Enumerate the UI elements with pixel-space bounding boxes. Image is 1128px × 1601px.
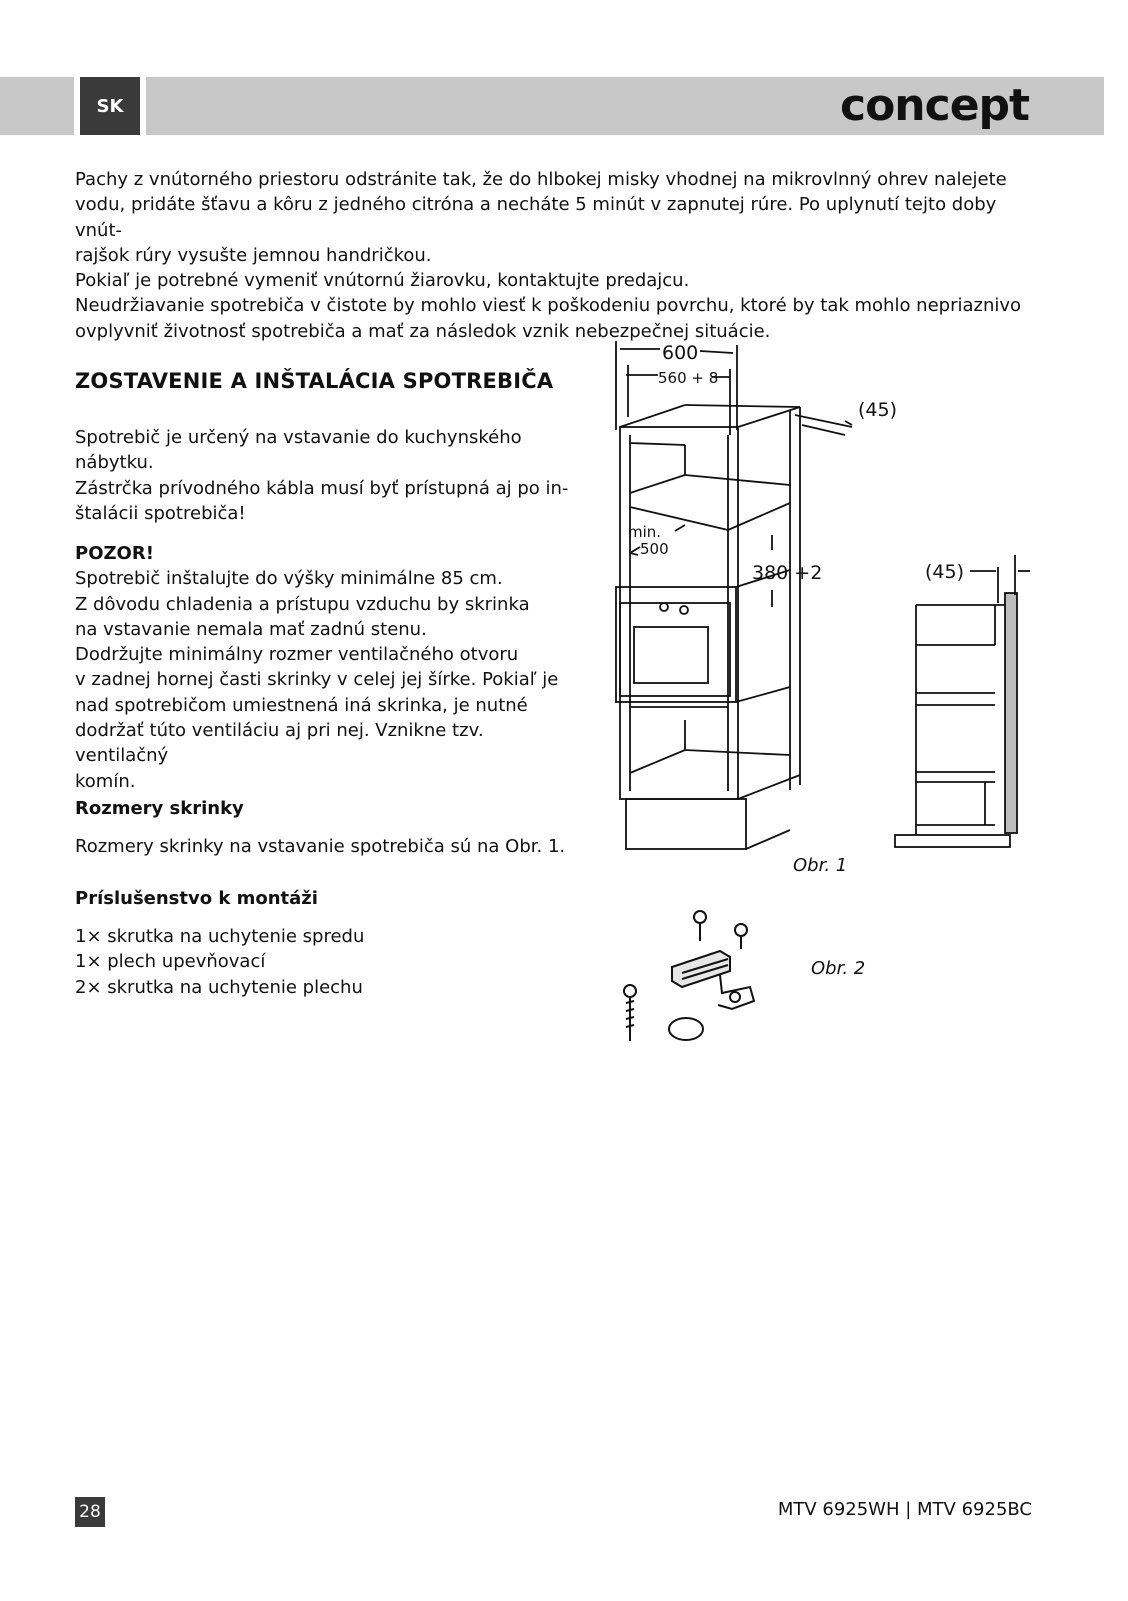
install-line: Zástrčka prívodného kábla musí byť prístupná aj po in- bbox=[75, 477, 569, 499]
intro-line: ovplyvniť životnosť spotrebiča a mať za následok vznik nebezpečnej situácie. bbox=[75, 320, 771, 342]
figure2-caption: Obr. 2 bbox=[811, 958, 866, 979]
warning-line: na vstavanie nemala mať zadnú stenu. bbox=[75, 618, 427, 640]
install-line: nábytku. bbox=[75, 452, 154, 474]
dim-560: 560 + 8 bbox=[658, 369, 719, 387]
dims-title: Rozmery skrinky bbox=[75, 798, 244, 819]
accessory-item: 1× skrutka na uchytenie spredu bbox=[75, 926, 365, 947]
brand-logo: concept bbox=[840, 80, 1030, 131]
warning-line: dodržať túto ventiláciu aj pri nej. Vznikne tzv. ventilačný bbox=[75, 720, 484, 767]
dim-600: 600 bbox=[662, 342, 699, 364]
dim-45-side: (45) bbox=[925, 561, 965, 583]
section-title: ZOSTAVENIE A INŠTALÁCIA SPOTREBIČA bbox=[75, 369, 554, 393]
language-badge: SK bbox=[80, 77, 140, 135]
dim-500: 500 bbox=[640, 540, 669, 558]
cabinet-diagram bbox=[590, 335, 1040, 855]
warning-line: Dodržujte minimálny rozmer ventilačného otvoru bbox=[75, 644, 519, 666]
warning-line: Z dôvodu chladenia a prístupu vzduchu by skrinka bbox=[75, 593, 530, 615]
dim-min: min. bbox=[628, 523, 662, 541]
install-line: Spotrebič je určený na vstavanie do kuchynského bbox=[75, 427, 522, 448]
warning-line: v zadnej hornej časti skrinky v celej jej šírke. Pokiaľ je bbox=[75, 669, 559, 691]
install-line: štalácii spotrebiča! bbox=[75, 502, 246, 524]
intro-text bbox=[75, 167, 1035, 344]
accessories-list bbox=[75, 924, 575, 1000]
model-name: MTV 6925WH | MTV 6925BC bbox=[777, 1499, 1032, 1520]
install-paragraph bbox=[75, 425, 575, 526]
dims-text: Rozmery skrinky na vstavanie spotrebiča sú na Obr. 1. bbox=[75, 836, 566, 857]
intro-line: rajšok rúry vysušte jemnou handričkou. bbox=[75, 244, 432, 266]
accessories-title: Príslušenstvo k montáži bbox=[75, 888, 318, 909]
warning-line: nad spotrebičom umiestnená iná skrinka, je nutné bbox=[75, 694, 528, 716]
intro-line: Pachy z vnútorného priestoru odstránite tak, že do hlbokej misky vhodnej na mikrovlnný ohrev nalejete bbox=[75, 169, 1007, 190]
accessory-item: 2× skrutka na uchytenie plechu bbox=[75, 976, 363, 998]
intro-line: Neudržiavanie spotrebiča v čistote by mohlo viesť k poškodeniu povrchu, ktoré by tak mohlo nepriaznivo bbox=[75, 295, 1022, 317]
accessory-item: 1× plech upevňovací bbox=[75, 951, 266, 973]
header-divider bbox=[140, 77, 146, 135]
warning-title: POZOR! bbox=[75, 543, 154, 564]
dim-45-top: (45) bbox=[858, 399, 898, 421]
warning-line: Spotrebič inštalujte do výšky minimálne 85 cm. bbox=[75, 568, 503, 590]
intro-line: vodu, pridáte šťavu a kôru z jedného citróna a necháte 5 minút v zapnutej rúre. Po uplynutí tejto doby vnút- bbox=[75, 194, 997, 241]
warning-block bbox=[75, 541, 575, 794]
dim-380: 380 +2 bbox=[752, 562, 823, 584]
intro-line: Pokiaľ je potrebné vymeniť vnútornú žiarovku, kontaktujte predajcu. bbox=[75, 270, 690, 292]
accessories-diagram bbox=[610, 905, 770, 1045]
figure1-caption: Obr. 1 bbox=[793, 855, 848, 876]
warning-line: komín. bbox=[75, 770, 136, 792]
page-number: 28 bbox=[75, 1497, 105, 1527]
